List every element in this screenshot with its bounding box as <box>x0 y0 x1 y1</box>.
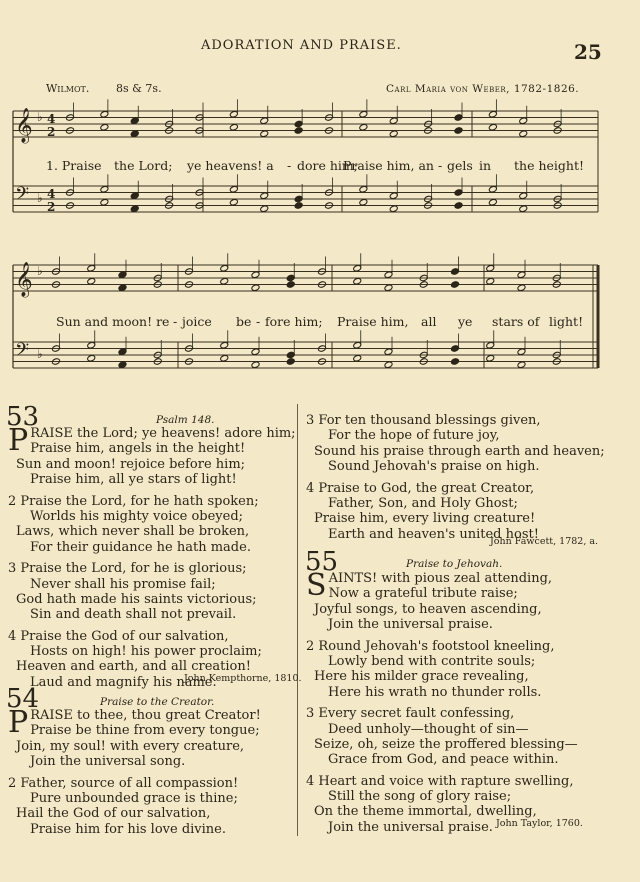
flat-sign: ♭ <box>37 191 43 205</box>
note-head <box>260 205 269 212</box>
note-head <box>454 202 463 209</box>
tune-name: Wilmot. <box>46 82 90 95</box>
note-head <box>517 361 526 368</box>
note-head <box>100 199 109 206</box>
running-header: ADORATION AND PRAISE. <box>201 38 402 53</box>
note-head <box>454 127 463 134</box>
note-head <box>286 281 295 288</box>
note-head <box>519 205 528 212</box>
hymn-54-continued: 3 For ten thousand blessings given, For the hope of future joy, Sound his praise through earth and heaven; Sound Jehovah's praise on high. 4 Praise to God, the great Creator, Father, Son, and Holy Ghost; Praise him, every living creature! Earth and heaven's united host! <box>306 413 605 542</box>
note-head <box>389 130 398 137</box>
note-head <box>220 278 229 285</box>
time-signature: 4 <box>47 187 56 201</box>
note-head <box>87 355 96 362</box>
note-head <box>118 361 127 368</box>
hymn-53-number: 53 <box>6 402 40 432</box>
flat-sign: ♭ <box>37 264 43 278</box>
note-head <box>517 284 526 291</box>
note-head <box>384 361 393 368</box>
hymn-54-author: John Fawcett, 1782, a. <box>490 536 599 547</box>
bass-clef: 𝄢 <box>15 340 30 365</box>
note-head <box>118 284 127 291</box>
note-head <box>384 284 393 291</box>
hymn-54-number: 54 <box>6 684 40 714</box>
flat-sign: ♭ <box>37 347 43 361</box>
note-head <box>488 124 497 131</box>
note-head <box>488 199 497 206</box>
hymn-53-source: Psalm 148. <box>156 414 215 426</box>
hymn-54-text: P RAISE to thee, thou great Creator! Praise be thine from every tongue; Join, my soul! with every creature, Join the universal song. 2 Father, source of all compassion! Pure unbounded grace is thine; Hail the God of our salvation, Praise him for his love divine. <box>8 705 261 837</box>
hymn-55-number: 55 <box>305 547 339 577</box>
drop-cap: P <box>8 705 29 740</box>
note-head <box>359 199 368 206</box>
hymn-54-source: Praise to the Creator. <box>100 696 215 708</box>
note-head <box>229 124 238 131</box>
note-head <box>359 124 368 131</box>
note-head <box>220 355 229 362</box>
note-head <box>130 130 139 137</box>
drop-cap: P <box>8 423 29 458</box>
note-head <box>353 278 362 285</box>
treble-clef: 𝄞 <box>15 262 33 297</box>
note-head <box>294 127 303 134</box>
hymn-53-author: John Kempthorne, 1810. <box>184 673 302 684</box>
tune-composer: Carl Maria von Weber, 1782-1826. <box>386 83 580 95</box>
hymn-55-text: S AINTS! with pious zeal attending, Now a grateful tribute raise; Joyful songs, to heaven ascending, Join the universal praise. 2 Round Jehovah's footstool kneeling, Lowly bend with contrite souls; Here his milder grace revealing, Here his wrath no thunder rolls. 3 Every secret fault confessing, Deed unholy—thought of sin— Seize, oh, seize the proffered blessing— Grace from God, and peace within. 4 Heart and voice with rapture swelling, Still the song of glory raise; On the theme immortal, dwelling, Join the universal praise. <box>306 568 578 835</box>
note-head <box>251 361 260 368</box>
page-number: 25 <box>574 40 602 64</box>
note-head <box>519 130 528 137</box>
note-head <box>486 278 495 285</box>
note-head <box>353 355 362 362</box>
note-head <box>100 124 109 131</box>
hymn-53-text: P RAISE the Lord; ye heavens! adore him; Praise him, angels in the height! Sun and moon! rejoice before him; Praise him, all ye stars of light! 2 Praise the Lord, for he hath spoken; Worlds his mighty voice obeyed; Laws, which never shall be broken, For their guidance he hath made. 3 Praise the Lord, for he is glorious; Never shall his promise fail; God hath made his saints victorious; Sin and death shall not prevail. 4 Praise the God of our salvation, Hosts on high! his power proclaim; Heaven and earth, and all creation! Laud and magnify his name. <box>8 423 296 690</box>
note-head <box>251 284 260 291</box>
note-head <box>87 278 96 285</box>
flat-sign: ♭ <box>37 110 43 124</box>
hymn-55-source: Praise to Jehovah. <box>406 558 503 570</box>
note-head <box>229 199 238 206</box>
tune-meter: 8s & 7s. <box>116 82 162 95</box>
time-signature: 2 <box>47 125 56 139</box>
time-signature: 2 <box>47 200 56 214</box>
time-signature: 4 <box>47 112 56 126</box>
note-head <box>260 130 269 137</box>
hymn-55-author: John Taylor, 1760. <box>496 818 583 829</box>
note-head <box>286 358 295 365</box>
treble-clef: 𝄞 <box>15 108 33 143</box>
note-head <box>294 202 303 209</box>
note-head <box>451 358 460 365</box>
note-head <box>486 355 495 362</box>
music-score <box>0 0 640 400</box>
note-head <box>451 281 460 288</box>
drop-cap: S <box>306 568 327 603</box>
note-head <box>389 205 398 212</box>
note-head <box>130 205 139 212</box>
bass-clef: 𝄢 <box>15 184 30 209</box>
